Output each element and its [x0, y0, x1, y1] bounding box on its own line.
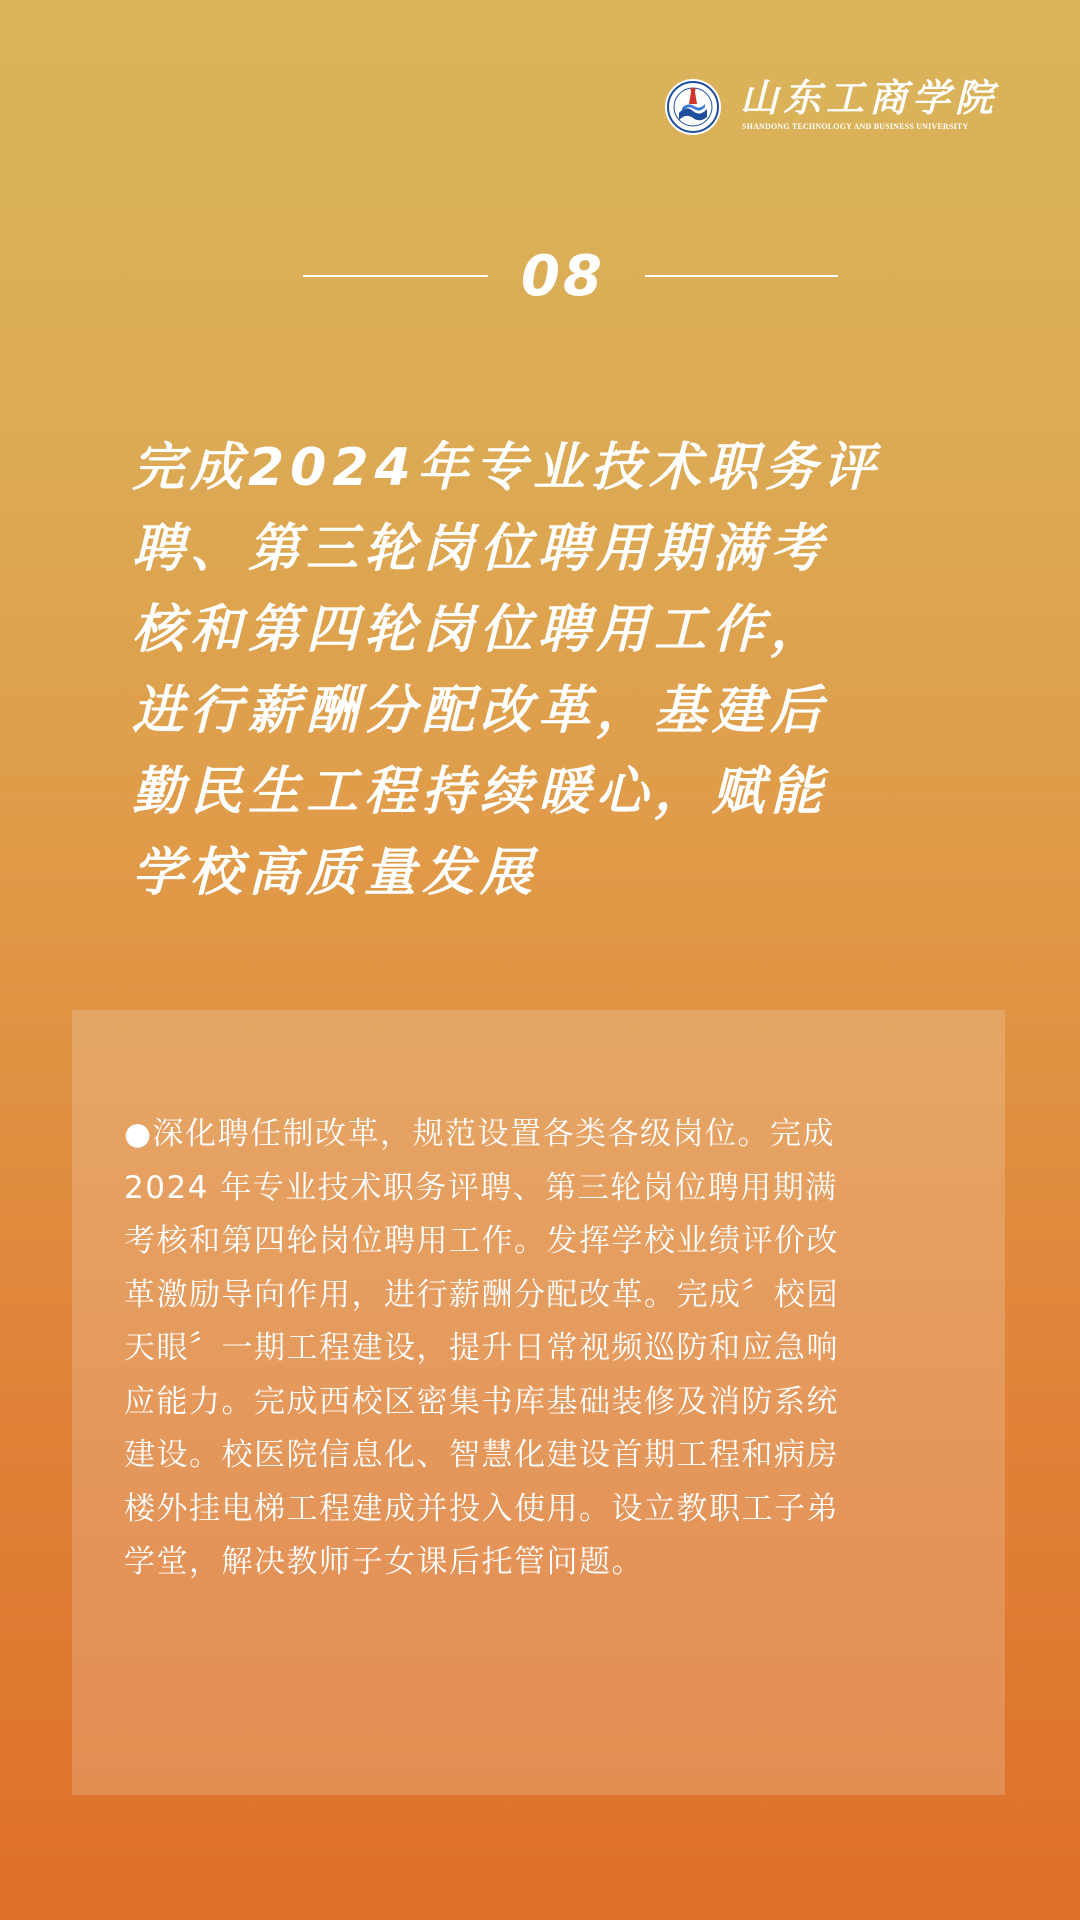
headline: [132, 428, 962, 914]
body-line: ●深化聘任制改革，规范设置各类各级岗位。完成: [124, 1116, 836, 1152]
university-english-name: SHANDONG TECHNOLOGY AND BUSINESS UNIVERSITY: [742, 122, 969, 131]
right-divider-line: [645, 275, 838, 277]
university-name: 山东工商学院: [740, 75, 999, 120]
section-number: 08: [521, 244, 605, 309]
university-emblem-icon: [664, 78, 722, 136]
left-divider-line: [303, 275, 488, 277]
headline-line: 完成2024年专业技术职务评: [132, 438, 881, 498]
headline-line: 聘、第三轮岗位聘用期满考: [132, 519, 829, 579]
body-line: 革激励导向作用，进行薪酬分配改革。完成〞校园: [124, 1276, 839, 1313]
body-line: 楼外挂电梯工程建成并投入使用。设立教职工子弟: [124, 1490, 839, 1527]
body-line: 学堂，解决教师子女课后托管问题。: [124, 1544, 644, 1580]
headline-line: 学校高质量发展: [132, 843, 539, 903]
content-card: [72, 1010, 1005, 1795]
headline-line: 核和第四轮岗位聘用工作，: [132, 600, 829, 660]
body-line: 建设。校医院信息化、智慧化建设首期工程和病房: [124, 1437, 839, 1473]
headline-line: 进行薪酬分配改革，基建后: [132, 681, 829, 741]
body-line: 天眼〞一期工程建设，提升日常视频巡防和应急响: [124, 1330, 839, 1366]
headline-line: 勤民生工程持续暖心，赋能: [132, 762, 829, 822]
body-line: 考核和第四轮岗位聘用工作。发挥学校业绩评价改: [124, 1223, 839, 1259]
university-logo: [664, 76, 1014, 138]
body-line: 应能力。完成西校区密集书库基础装修及消防系统: [124, 1383, 839, 1420]
body-text: [124, 1108, 964, 1590]
body-line: 2024 年专业技术职务评聘、第三轮岗位聘用期满: [124, 1169, 838, 1206]
